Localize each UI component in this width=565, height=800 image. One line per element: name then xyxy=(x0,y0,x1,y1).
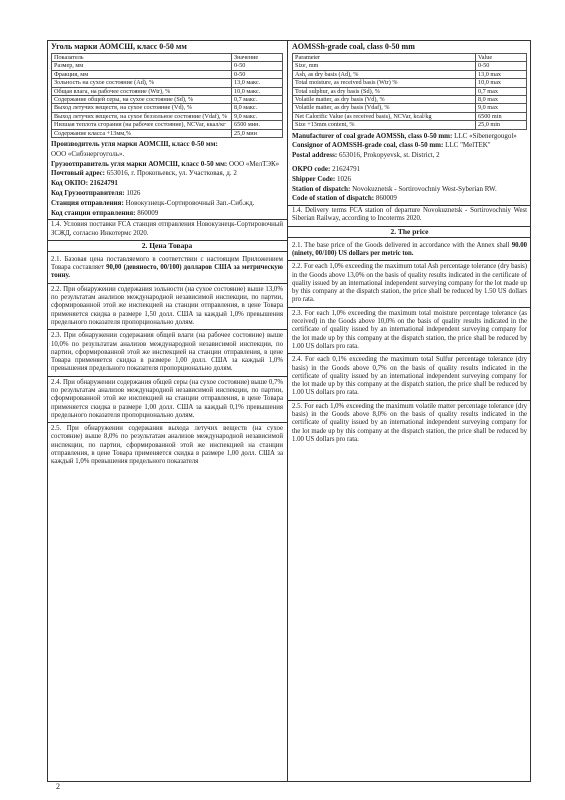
russian-column xyxy=(47,40,287,782)
en-spec-value: 0-50 xyxy=(476,62,527,70)
ru-consignor-label: Грузоотправитель угля марки АОМСШ, класс 0-50 мм: xyxy=(51,159,228,168)
contract-page xyxy=(47,40,531,782)
ru-spec-value: Значение xyxy=(232,54,283,62)
ru-spec-parameter: Показатель xyxy=(52,54,232,62)
ru-clause-2-1-price: 90,00 (девяносто, 00/100) долларов США за метрическую тонну. xyxy=(51,264,283,280)
ru-spec-parameter: Фракция, мм xyxy=(52,70,232,78)
en-consignor: LLC "MelTEK" xyxy=(445,141,491,150)
en-okpo-label: OKPO code: xyxy=(292,165,331,174)
en-clause-2-1-text: 2.1. The base price of the Goods delivered in accordance with the Annex shall xyxy=(292,241,510,249)
en-spec-row xyxy=(293,54,527,62)
ru-spec-row xyxy=(52,62,283,70)
ru-spec-row xyxy=(52,129,283,137)
en-spec-value: Value xyxy=(476,54,527,62)
ru-spec-row xyxy=(52,104,283,112)
ru-price-header: 2. Цена Товара xyxy=(47,240,287,252)
ru-spec-value: 0-50 xyxy=(232,70,283,78)
ru-spec-table xyxy=(51,53,283,138)
ru-address: 653016, г. Прокопьевск, ул. Участковая, д. 2 xyxy=(106,169,237,178)
ru-coal-header: Уголь марки АОМСШ, класс 0-50 мм xyxy=(51,42,187,51)
en-station-code: 860009 xyxy=(375,194,397,203)
ru-shipper-label: Код Грузоотправителя: xyxy=(51,189,125,198)
ru-spec-row xyxy=(52,96,283,104)
ru-clause-2-1 xyxy=(47,254,287,284)
en-spec-parameter: Volatile matter, as dry basis (Vd), % xyxy=(293,96,476,104)
en-shipper-label: Shipper Code: xyxy=(292,174,336,183)
en-address: 653016, Prokopyevsk, st. District, 2 xyxy=(338,151,440,160)
en-okpo: 21624791 xyxy=(332,165,361,174)
en-spec-row xyxy=(293,112,527,120)
ru-spec-parameter: Выход летучих веществ, на сухое состояние (Vd), % xyxy=(52,104,232,112)
en-station-label: Station of dispatch: xyxy=(292,184,351,193)
ru-spec-parameter: Содержание общей серы, на сухое состояние (Sd), % xyxy=(52,96,232,104)
en-spec-row xyxy=(293,87,527,95)
en-spec-value: 8,0 max xyxy=(476,96,527,104)
ru-spec-value: 9,0 макс. xyxy=(232,112,283,120)
en-clause-2-5: 2.5. For each 1,0% exceeding the maximum volatile matter percentage tolerance (dry basis) in the Goods above 8,0% on the basis of quality results indicated in the certificate of quality issued by an international independent surveying company for the lot made up by this company at the dispatch station, the price shall be reduced by 1.00 US dollars pro rata. xyxy=(292,402,527,443)
en-station: Novokuznetsk - Sortirovochniy West-Syberian RW. xyxy=(352,184,497,193)
ru-station-code-label: Код станции отправления: xyxy=(51,208,136,217)
ru-station-label: Станция отправления: xyxy=(51,198,124,207)
ru-spec-row xyxy=(52,79,283,87)
en-spec-table xyxy=(292,53,527,130)
en-spec-row xyxy=(293,70,527,78)
page-number: 2 xyxy=(56,782,60,791)
ru-clause-1-4: 1.4. Условия поставки FCA станция отправления Новокузнецк-Сортировочный ЗСЖД, согласно Инкотермс 2020. xyxy=(51,221,283,237)
en-clause-1-4: 1.4. Delivery terms FCA station of departure Novokuznetsk - Sortirovochniy West Siberian Railway, according to Incoterms 2020. xyxy=(292,207,527,223)
en-spec-parameter: Size, mm xyxy=(293,62,476,70)
en-spec-row xyxy=(293,104,527,112)
en-spec-value: 9,0 max xyxy=(476,104,527,112)
en-spec-value: 0,7 max xyxy=(476,87,527,95)
ru-spec-parameter: Выход летучих веществ, на сухое беззольное состояние (Vdaf), % xyxy=(52,112,232,120)
en-spec-parameter: Ash, as dry basis (Ad), % xyxy=(293,70,476,78)
ru-spec-row xyxy=(52,70,283,78)
en-info-block xyxy=(292,132,527,205)
ru-spec-parameter: Содержание класса +13мм,% xyxy=(52,129,232,137)
en-producer: LLC «Sibenergougol» xyxy=(454,131,517,140)
en-spec-parameter: Parameter xyxy=(293,54,476,62)
ru-spec-parameter: Зольность на сухое состояние (Ad), % xyxy=(52,79,232,87)
en-clause-2-2: 2.2. For each 1,0% exceeding the maximum total Ash percentage tolerance (dry basis) in the Goods above 13,0% on the basis of quality results indicated in the certificate of quality issued by an international independent surveying company for the lot made up by this company at the dispatch station, the price shall be reduced by 1.50 US dollars pro rata. xyxy=(288,261,531,307)
ru-spec-value: 13,0 макс. xyxy=(232,79,283,87)
ru-spec-row xyxy=(52,54,283,62)
ru-spec-parameter: Низшая теплота сгорания (на рабочее состояние), NCVar, ккал/кг xyxy=(52,121,232,129)
en-rule xyxy=(288,205,531,206)
ru-rule xyxy=(47,219,287,220)
en-price-header: 2. The price xyxy=(288,226,531,238)
en-spec-row xyxy=(293,79,527,87)
en-clause-2-3: 2.3. For each 1,0% exceeding the maximum total moisture percentage tolerance (as received) in the Goods above 10,0% on the basis of quality results indicated in the certificate of quality issued by an international independent surveying company for the lot made up by this company at the dispatch station, the price shall be reduced by 1.00 US dollars pro rata. xyxy=(288,308,531,354)
en-spec-row xyxy=(293,121,527,129)
en-spec-parameter: Size +13mm content, % xyxy=(293,121,476,129)
ru-consignor: ООО «МелТЭК» xyxy=(228,159,280,168)
ru-clause-2-5: 2.5. При обнаружении содержания выхода летучих веществ (на сухое состояние) выше 8,0% по результатам анализов международной независимой инспекции, по партии, сформированной этой же инспекцией на станции отправления, в цене Товара применяется скидка в размере 1,00 долл. США за каждый 1,0% превышения предельного показателя xyxy=(51,425,283,466)
ru-producer: ООО «Сибэнергоуголь». xyxy=(51,149,125,158)
ru-spec-row xyxy=(52,112,283,120)
ru-spec-value: 6500 мин. xyxy=(232,121,283,129)
en-coal-header: AOMSSh-grade coal, class 0-50 mm xyxy=(292,42,415,51)
ru-spec-parameter: Размер, мм xyxy=(52,62,232,70)
en-station-code-label: Code of station of dispatch: xyxy=(292,194,375,203)
en-spec-parameter: Total sulphur, as dry basis (Sd), % xyxy=(293,87,476,95)
ru-spec-row xyxy=(52,121,283,129)
en-spec-parameter: Net Calorific Value (as received basis), NCVar, kcal/kg xyxy=(293,112,476,120)
ru-spec-value: 0-50 xyxy=(232,62,283,70)
en-consignor-label: Consignor of AOMSSH-grade coal, class 0-50 mm: xyxy=(292,141,444,150)
ru-shipper: 1026 xyxy=(126,189,141,198)
en-spec-value: 10,0 max xyxy=(476,79,527,87)
ru-spec-value: 10,0 макс. xyxy=(232,87,283,95)
ru-spec-value: 0,7 макс. xyxy=(232,96,283,104)
en-clause-2-1 xyxy=(288,240,531,262)
ru-clause-2-4: 2.4. При обнаружении содержания общей серы (на сухое состояние) выше 0,7% по результатам анализов международной независимой инспекции, по партии, сформированной этой же инспекцией на станции отправления, в цене Товара применяется скидка в размере 1,00 долл. США за каждый 0,1% превышения предельного показателя пропорционально долям. xyxy=(47,377,287,423)
ru-okpo: 21624791 xyxy=(89,179,118,188)
en-spec-row xyxy=(293,96,527,104)
en-clause-2-1-price: 90.00 (ninety, 00/100) US dollars per metric ton. xyxy=(292,241,527,257)
ru-spec-value: 8,0 макс. xyxy=(232,104,283,112)
ru-clause-2-3: 2.3. При обнаружении содержания общей влаги (на рабочее состояние) выше 10,0% по результатам анализов международной независимой инспекции, по партии, сформированной этой же инспекцией на станции отправления, в цене Товара применяется скидка в размере 1,00 долл. США за каждый 1,0% превышения предельного показателя пропорционально долям. xyxy=(47,330,287,376)
ru-spec-parameter: Общая влага, на рабочее состояние (Wtr), % xyxy=(52,87,232,95)
en-clause-2-4: 2.4. For each 0,1% exceeding the maximum total Sulfur percentage tolerance (dry basis) in the Goods above 0,7% on the basis of quality results indicated in the certificate of quality issued by an international independent surveying company for the lot made up by this company at the dispatch station, the price shall be reduced by 1.00 US dollars pro rata. xyxy=(288,354,531,400)
ru-info-block xyxy=(51,140,283,218)
ru-producer-label: Производитель угля марки АОМСШ, класс 0-50 мм: xyxy=(51,140,218,149)
ru-spec-row xyxy=(52,87,283,95)
ru-clause-2-2: 2.2. При обнаружении содержания зольности (на сухое состояние) выше 13,0% по результатам анализов международной независимой инспекции, по партии, сформированной этой же инспекцией на станции отправления, в цене Товара применяется скидка в размере 1,50 долл. США за каждый 1,0% превышения предельного показателя пропорционально долям. xyxy=(47,284,287,330)
en-spec-value: 25,0 min xyxy=(476,121,527,129)
en-producer-label: Manufacturer of coal grade AOMSSh, class 0-50 mm: xyxy=(292,131,453,140)
en-spec-value: 6500 min xyxy=(476,112,527,120)
en-shipper: 1026 xyxy=(337,174,351,183)
ru-address-label: Почтовый адрес: xyxy=(51,169,105,178)
ru-clause-2-1-text: 2.1. Базовая цена поставляемого в соответствии с настоящим Приложением Товара составляет xyxy=(51,255,283,272)
ru-station: Новокузнецк-Сортировочный Зап.-Сиб.жд. xyxy=(125,198,255,207)
en-spec-value: 13,0 max xyxy=(476,70,527,78)
en-address-label: Postal address: xyxy=(292,151,338,160)
en-spec-parameter: Volatile matter, as dry basis (Vdaf), % xyxy=(293,104,476,112)
ru-spec-value: 25,0 мин xyxy=(232,129,283,137)
en-spec-row xyxy=(293,62,527,70)
ru-okpo-label: Код ОКПО: xyxy=(51,179,89,188)
en-spec-parameter: Total moisture, as received basis (Wtr) % xyxy=(293,79,476,87)
english-column xyxy=(288,40,531,782)
ru-station-code: 860009 xyxy=(137,208,159,217)
